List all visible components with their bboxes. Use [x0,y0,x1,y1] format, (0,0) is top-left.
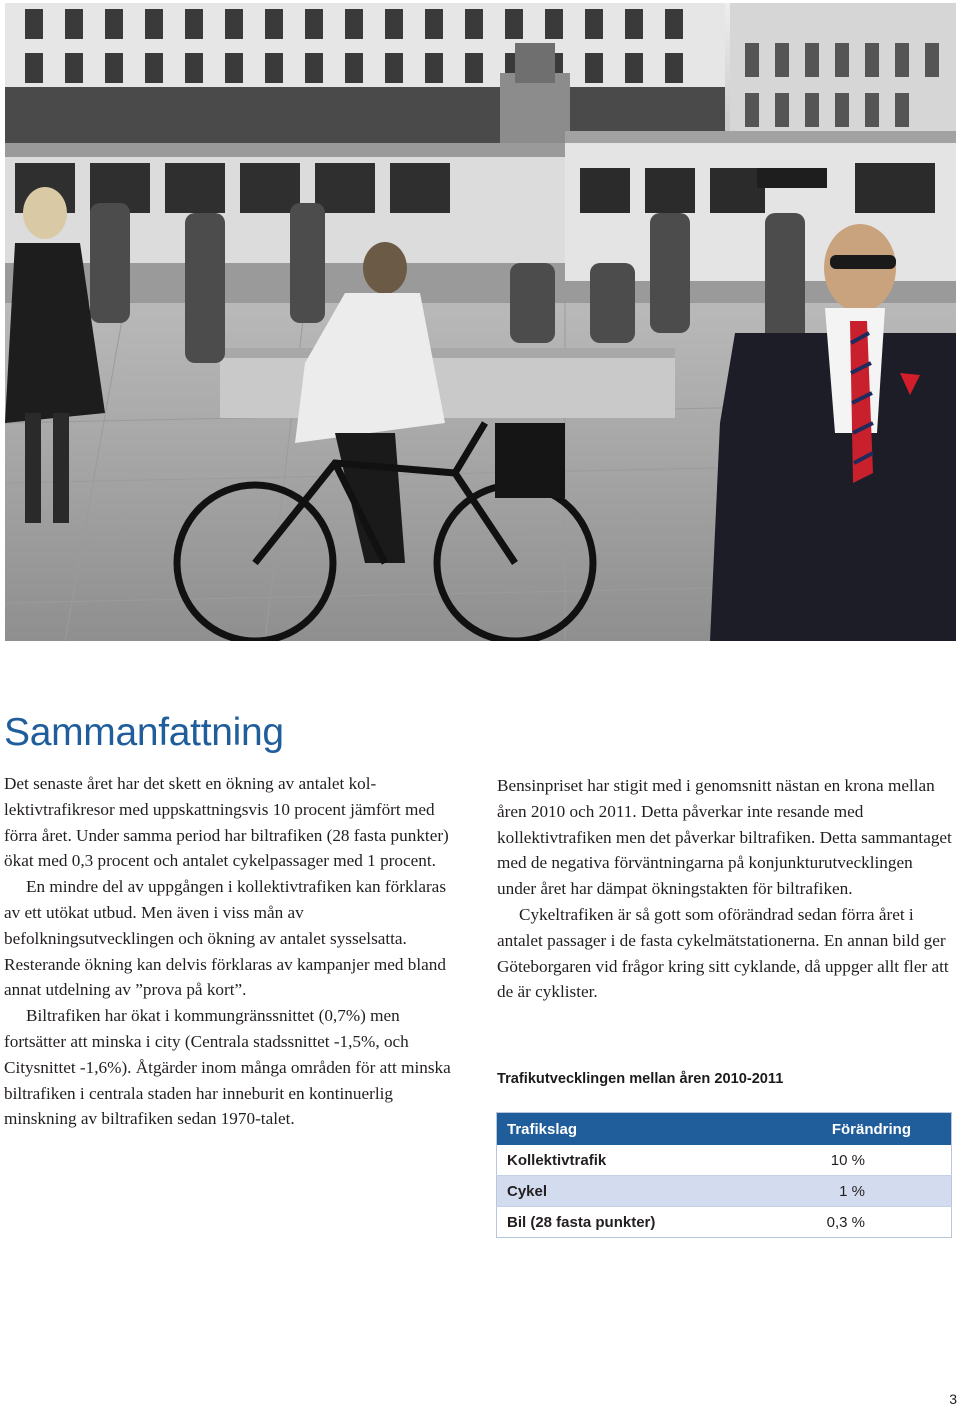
page-title: Sammanfattning [4,711,284,754]
table-row [497,1176,952,1207]
right-text-column [497,773,955,1005]
page-number: 3 [949,1391,957,1407]
table-cell-type: Bil (28 fasta punkter) [497,1207,750,1238]
paragraph: Cykeltrafiken är så gott som oförändrad sedan förra året i antalet passager i de fasta cykelmätstationerna. En annan bild ger Göteborgaren vid frågor kring sitt cyklande, då uppger allt fler att de är cyklister. [497,904,949,1002]
table-row [497,1207,952,1238]
table-cell-change: 1 % [749,1176,951,1207]
column-header-trafikslag: Trafikslag [497,1113,750,1146]
street-photo-icon [5,3,956,641]
table-row [497,1145,952,1176]
left-text-column [4,771,466,1132]
table-cell-type: Kollektivtrafik [497,1145,750,1176]
paragraph: Biltrafiken har ökat i kommungränssnittet (0,7%) men fortsätter att minska i city (Centrala stadssnittet -1,5%, och Citysnittet -1,6%). Åtgärder inom många områden för att minska biltrafiken i centrala staden har inneburit en kontinuerlig minskning av biltrafiken sedan 1970-talet. [4,1006,451,1129]
column-header-forandring: Förändring [749,1113,951,1146]
paragraph: Bensinpriset har stigit med i genomsnitt nästan en krona mellan åren 2010 och 2011. Detta påverkar inte resande med kollektivtrafiken men det påverkar biltrafiken. Detta sammantaget med de negativa förväntningarna på konjunkturutvecklingen under året har dämpat ökningstakten för biltrafiken. [497,776,952,899]
cover-photo [5,3,956,641]
table-cell-change: 10 % [749,1145,951,1176]
paragraph: Det senaste året har det skett en ökning av antalet kollektivtrafikresor med uppskattningsvis 10 procent jämfört med förra året. Under samma period har biltrafiken (28 fasta punkter) ökat med 0,3 procent och antalet cykelpassager med 1 procent. [4,774,449,871]
paragraph: En mindre del av uppgången i kollektivtrafiken kan förklaras av ett utökat utbud. Men även i viss mån av befolkningsutvecklingen och ökning av antalet sysselsatta. Resterande ökning kan delvis förklaras av kampanjer med bland annat utdelning av ”prova på kort”. [4,877,447,1000]
table-title: Trafikutvecklingen mellan åren 2010-2011 [497,1071,784,1087]
traffic-table [496,1112,952,1238]
table-cell-type: Cykel [497,1176,750,1207]
table-cell-change: 0,3 % [749,1207,951,1238]
